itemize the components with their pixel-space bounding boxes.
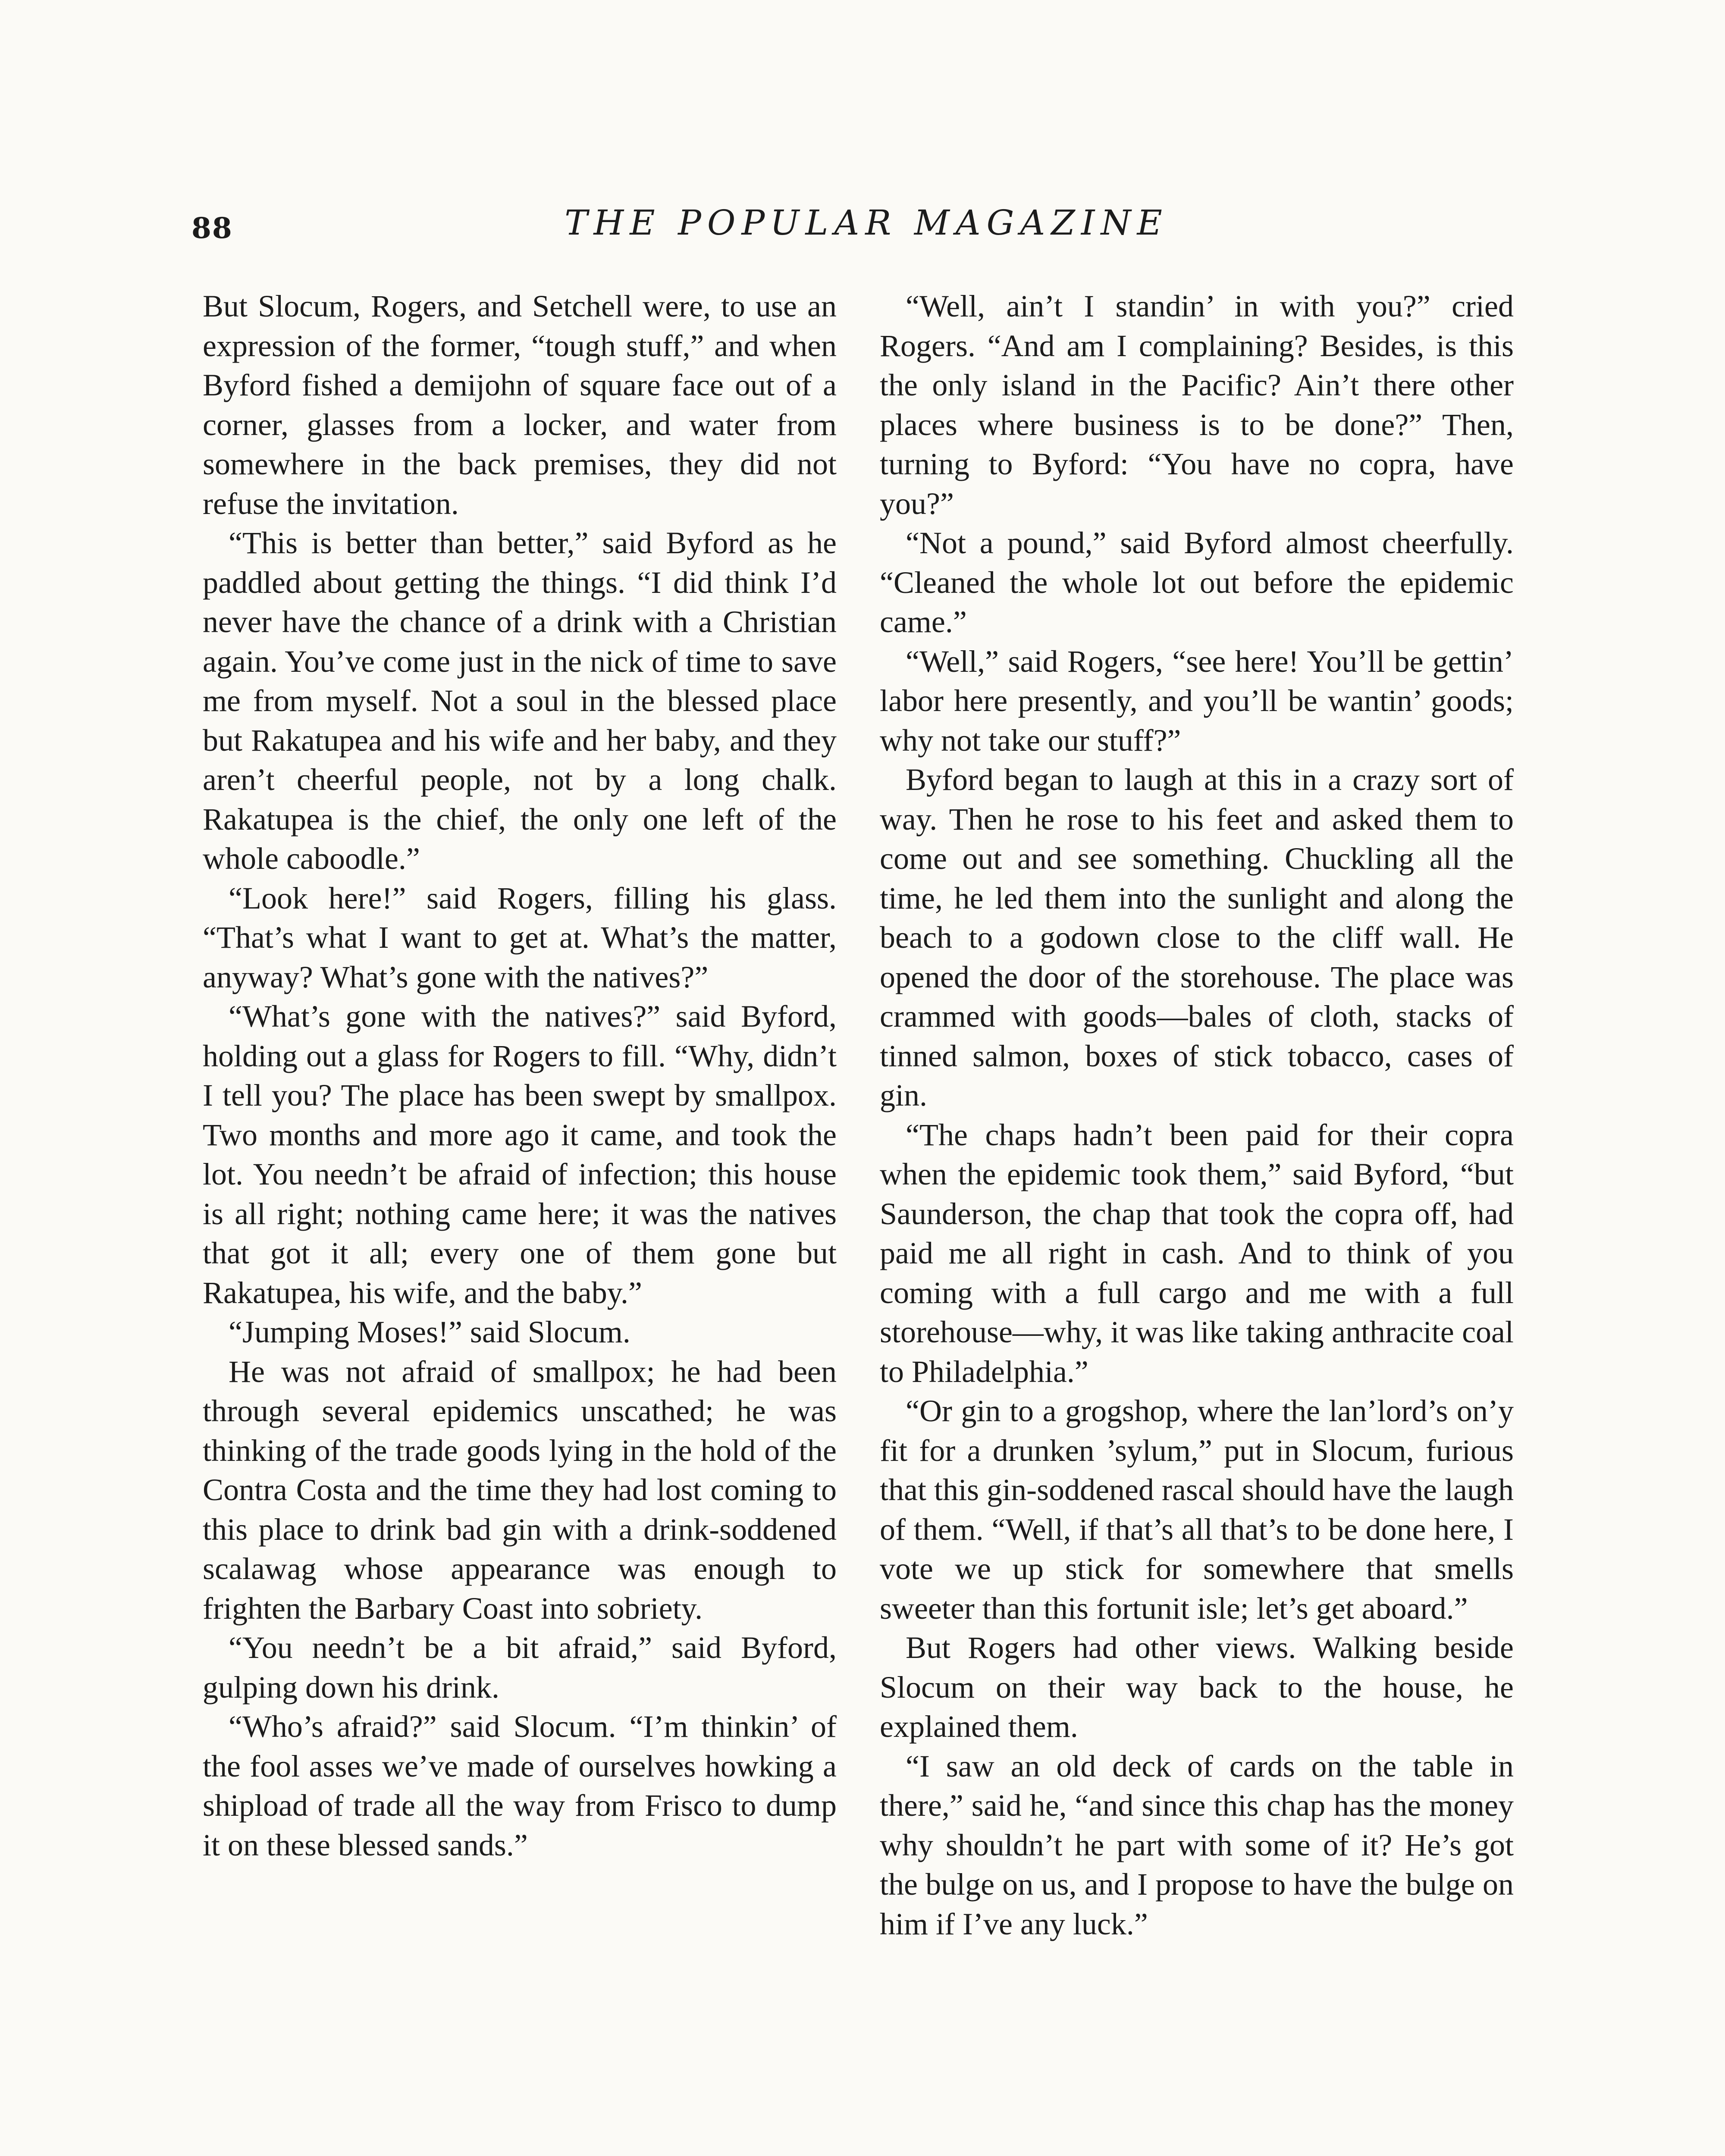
paragraph: He was not afraid of smallpox; he had been through several epidemics unscathed; he was thinking of the trade goods lying in the hold of the Contra Costa and the time they had lost coming to this place to drink bad gin with a drink-soddened scalawag whose appearance was enough to frighten the Barbary Coast into sobriety. [203, 1354, 837, 1626]
page-number: 88 [191, 211, 233, 245]
paragraph: “I saw an old deck of cards on the table in there,” said he, “and since this chap has the money why shouldn’t he part with some of it? He’s got the bulge on us, and I propose to have the bulge on him if I’ve any luck.” [880, 1749, 1514, 1941]
paragraph: “Well,” said Rogers, “see here! You’ll be gettin’ labor here presently, and you’ll be wantin’ goods; why not take our stuff?” [880, 644, 1514, 758]
running-head [191, 203, 1541, 254]
paragraph: But Slocum, Rogers, and Setchell were, to use an expression of the former, “tough stuff,” and when Byford fished a demijohn of square face out of a corner, glasses from a locker, and water from somewhere in the back premises, they did not refuse the invitation. [203, 289, 837, 521]
paragraph: “This is better than better,” said Byford as he paddled about getting the things. “I did think I’d never have the chance of a drink with a Christian again. You’ve come just in the nick of time to save me from myself. Not a soul in the blessed place but Rakatupea and his wife and her baby, and they aren’t cheerful people, not by a long chalk. Rakatupea is the chief, the only one left of the whole caboodle.” [203, 526, 837, 876]
left-column [203, 287, 837, 1865]
paragraph: “You needn’t be a bit afraid,” said Byford, gulping down his drink. [203, 1630, 837, 1705]
paragraph: Byford began to laugh at this in a crazy sort of way. Then he rose to his feet and asked them to come out and see something. Chuckling all the time, he led them into the sunlight and along the beach to a godown close to the cliff wall. He opened the door of the storehouse. The place was crammed with goods—bales of cloth, stacks of tinned salmon, boxes of stick tobacco, cases of gin. [880, 762, 1514, 1112]
paragraph: “Well, ain’t I standin’ in with you?” cried Rogers. “And am I complaining? Besides, is this the only island in the Pacific? Ain’t there other places where business is to be done?” Then, turning to Byford: “You have no copra, have you?” [880, 289, 1514, 521]
paragraph: “Not a pound,” said Byford almost cheerfully. “Cleaned the whole lot out before the epidemic came.” [880, 526, 1514, 639]
paragraph: “Jumping Moses!” said Slocum. [229, 1315, 630, 1349]
right-column [880, 287, 1514, 1944]
paragraph: “What’s gone with the natives?” said Byford, holding out a glass for Rogers to fill. “Why, didn’t I tell you? The place has been swept by smallpox. Two months and more ago it came, and took the lot. You needn’t be afraid of infection; this house is all right; nothing came here; it was the natives that got it all; every one of them gone but Rakatupea, his wife, and the baby.” [203, 999, 837, 1310]
paragraph: But Rogers had other views. Walking beside Slocum on their way back to the house, he explained them. [880, 1630, 1514, 1744]
paragraph: “Look here!” said Rogers, filling his glass. “That’s what I want to get at. What’s the matter, anyway? What’s gone with the natives?” [203, 881, 837, 994]
paragraph: “Or gin to a grogshop, where the lan’lord’s on’y fit for a drunken ’sylum,” put in Slocum, furious that this gin-soddened rascal should have the laugh of them. “Well, if that’s all that’s to be done here, I vote we up stick for somewhere that smells sweeter than this fortunit isle; let’s get aboard.” [880, 1394, 1514, 1626]
magazine-title: THE POPULAR MAGAZINE [565, 203, 1168, 243]
paragraph: “Who’s afraid?” said Slocum. “I’m thinkin’ of the fool asses we’ve made of ourselves howking a shipload of trade all the way from Frisco to dump it on these blessed sands.” [203, 1709, 837, 1862]
paragraph: “The chaps hadn’t been paid for their copra when the epidemic took them,” said Byford, “but Saunderson, the chap that took the copra off, had paid me all right in cash. And to think of you coming with a full cargo and me with a full storehouse—why, it was like taking anthracite coal to Philadelphia.” [880, 1117, 1514, 1389]
